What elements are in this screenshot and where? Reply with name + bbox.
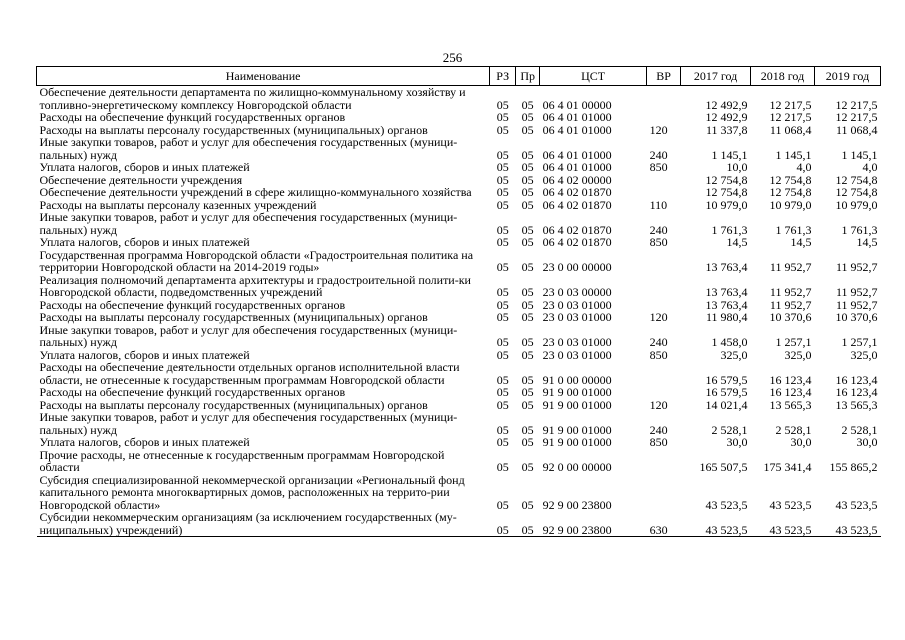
row-vr: 240 — [649, 422, 668, 437]
row-2019: 11 952,7 — [835, 260, 878, 274]
row-rz: 05 — [490, 511, 516, 537]
row-2018: 11 952,7 — [769, 297, 812, 312]
row-2017: 12 492,9 — [705, 110, 748, 124]
header-pr: Пр — [516, 67, 540, 86]
row-cst: 92 9 00 23800 — [540, 511, 647, 537]
row-rz: 05 — [496, 460, 509, 474]
row-2017: 16 579,5 — [705, 372, 748, 387]
row-2019: 43 523,5 — [835, 497, 878, 512]
row-vr: 120 — [649, 310, 668, 324]
row-name: Расходы на выплаты персоналу государственных (муниципальных) органов — [39, 397, 428, 412]
header-2018: 2018 год — [751, 67, 815, 86]
row-pr: 05 — [521, 385, 534, 399]
table-row — [37, 111, 881, 124]
row-2019: 43 523,5 — [814, 511, 880, 537]
header-row — [37, 67, 881, 86]
row-cst: 91 9 00 01000 — [542, 385, 612, 399]
row-cst: 23 0 00 00000 — [542, 260, 612, 274]
row-2017: 10,0 — [726, 160, 748, 174]
row-name: Иные закупки товаров, работ и услуг для обеспечения государственных (муници-пальных) нужд — [39, 322, 458, 349]
row-2018: 12 217,5 — [769, 110, 812, 124]
row-name: Расходы на обеспечение функций государственных органов — [39, 297, 346, 312]
row-rz: 05 — [496, 260, 509, 274]
row-vr: 240 — [649, 222, 668, 237]
row-rz: 05 — [496, 310, 509, 324]
table-row — [37, 436, 881, 449]
row-name: Расходы на выплаты персоналу государственных (муниципальных) органов — [39, 310, 428, 324]
row-vr: 120 — [649, 397, 668, 412]
row-rz: 05 — [496, 435, 509, 449]
page-number: 256 — [442, 50, 463, 65]
row-2017: 43 523,5 — [681, 511, 751, 537]
row-2018: 12 754,8 — [769, 185, 812, 199]
row-cst: 91 9 00 01000 — [542, 422, 612, 437]
row-2018: 10 979,0 — [769, 197, 812, 212]
row-2017: 12 754,8 — [705, 172, 748, 187]
row-rz: 05 — [496, 372, 509, 387]
row-cst: 06 4 01 00000 — [542, 97, 612, 112]
row-vr — [647, 386, 681, 399]
row-2018: 10 370,6 — [769, 310, 812, 324]
row-2018: 325,0 — [784, 347, 812, 362]
row-vr — [647, 249, 681, 274]
table-row — [37, 211, 881, 236]
row-2018: 14,5 — [790, 235, 812, 249]
row-2018: 30,0 — [790, 435, 812, 449]
row-cst: 23 0 03 01000 — [542, 310, 612, 324]
table-row — [37, 86, 881, 112]
row-name: Субсидия специализированной некоммерческой организации «Региональный фонд капитального ремонта многоквартирных домов, расположенных на террито-рии Новгородской области» — [39, 472, 465, 512]
row-cst: 06 4 02 01870 — [542, 235, 612, 249]
row-rz: 05 — [496, 185, 509, 199]
row-2019: 30,0 — [856, 435, 878, 449]
row-2018: 2 528,1 — [775, 422, 812, 437]
table-row — [37, 249, 881, 274]
row-pr: 05 — [521, 310, 534, 324]
row-2017: 30,0 — [726, 435, 748, 449]
row-rz: 05 — [496, 97, 509, 112]
row-name: Уплата налогов, сборов и иных платежей — [39, 235, 250, 249]
row-2017: 43 523,5 — [705, 497, 748, 512]
row-2018: 175 341,4 — [763, 460, 812, 474]
row-2019: 1 761,3 — [841, 222, 878, 237]
row-rz: 05 — [496, 422, 509, 437]
row-2017: 11 980,4 — [705, 310, 748, 324]
row-2018: 13 565,3 — [769, 397, 812, 412]
table-row — [37, 186, 881, 199]
row-pr: 05 — [521, 185, 534, 199]
row-2018: 4,0 — [796, 160, 812, 174]
row-vr — [647, 174, 681, 187]
row-cst: 06 4 02 01870 — [542, 185, 612, 199]
row-vr: 850 — [649, 235, 668, 249]
row-vr: 850 — [649, 160, 668, 174]
row-2017: 16 579,5 — [705, 385, 748, 399]
row-name: Прочие расходы, не отнесенные к государственным программам Новгородской области — [39, 447, 445, 474]
row-name: Расходы на обеспечение функций государственных органов — [39, 110, 346, 124]
row-cst: 06 4 02 00000 — [542, 172, 612, 187]
row-2017: 12 492,9 — [705, 97, 748, 112]
row-2018: 16 123,4 — [769, 372, 812, 387]
row-rz: 05 — [496, 222, 509, 237]
row-pr: 05 — [521, 397, 534, 412]
row-2019: 14,5 — [856, 235, 878, 249]
row-cst: 23 0 03 01000 — [542, 335, 612, 349]
row-rz: 05 — [496, 235, 509, 249]
row-rz: 05 — [496, 197, 509, 212]
row-2017: 325,0 — [720, 347, 748, 362]
table-row — [37, 474, 881, 512]
header-vr: ВР — [647, 67, 681, 86]
row-vr — [647, 111, 681, 124]
row-2019: 11 952,7 — [835, 285, 878, 299]
row-rz: 05 — [496, 285, 509, 299]
row-pr: 05 — [521, 497, 534, 512]
row-2019: 1 145,1 — [841, 147, 878, 162]
row-vr — [647, 274, 681, 299]
row-2019: 2 528,1 — [841, 422, 878, 437]
row-cst: 06 4 02 01870 — [542, 222, 612, 237]
row-name: Обеспечение деятельности департамента по жилищно-коммунальному хозяйству и топливно-энергетическому комплексу Новгородской области — [39, 85, 466, 112]
row-cst: 06 4 01 01000 — [542, 160, 612, 174]
table-row — [37, 274, 881, 299]
row-vr — [647, 449, 681, 474]
row-2019: 12 754,8 — [835, 172, 878, 187]
table-row — [37, 361, 881, 386]
row-2018: 12 217,5 — [769, 97, 812, 112]
row-name: Уплата налогов, сборов и иных платежей — [39, 435, 250, 449]
row-name: Уплата налогов, сборов и иных платежей — [39, 347, 250, 362]
row-name: Уплата налогов, сборов и иных платежей — [39, 160, 250, 174]
row-name: Реализация полномочий департамента архитектуры и градостроительной полити-ки Новгородской области, подведомственных учреждений — [39, 272, 471, 299]
row-pr: 05 — [521, 347, 534, 362]
row-rz: 05 — [496, 497, 509, 512]
row-2017: 11 337,8 — [705, 122, 748, 137]
row-2019: 11 068,4 — [835, 122, 878, 137]
row-name: Расходы на выплаты персоналу казенных учреждений — [39, 197, 317, 212]
row-2018: 1 145,1 — [775, 147, 812, 162]
table-row — [37, 236, 881, 249]
row-2018: 16 123,4 — [769, 385, 812, 399]
row-pr: 05 — [521, 460, 534, 474]
row-2017: 165 507,5 — [699, 460, 748, 474]
table-row — [37, 311, 881, 324]
row-vr — [647, 474, 681, 512]
row-cst: 91 9 00 01000 — [542, 397, 612, 412]
row-2017: 14,5 — [726, 235, 748, 249]
row-rz: 05 — [496, 122, 509, 137]
row-pr: 05 — [521, 160, 534, 174]
row-pr: 05 — [521, 235, 534, 249]
row-vr: 850 — [649, 435, 668, 449]
table-row — [37, 386, 881, 399]
row-pr: 05 — [521, 97, 534, 112]
row-name: Субсидии некоммерческим организациям (за исключением государственных (му-ниципальных) учреждений) — [37, 511, 490, 537]
row-2019: 4,0 — [862, 160, 878, 174]
row-cst: 23 0 03 01000 — [542, 297, 612, 312]
row-2019: 12 217,5 — [835, 97, 878, 112]
table-row — [37, 161, 881, 174]
row-cst: 06 4 01 01000 — [542, 110, 612, 124]
row-pr: 05 — [521, 372, 534, 387]
row-pr: 05 — [521, 285, 534, 299]
row-cst: 06 4 01 01000 — [542, 122, 612, 137]
row-2018: 11 952,7 — [769, 260, 812, 274]
row-vr: 630 — [647, 511, 681, 537]
row-2018: 1 761,3 — [775, 222, 812, 237]
table-row — [37, 411, 881, 436]
row-2017: 13 763,4 — [705, 260, 748, 274]
row-vr: 120 — [649, 122, 668, 137]
row-rz: 05 — [496, 347, 509, 362]
row-2018: 12 754,8 — [769, 172, 812, 187]
row-rz: 05 — [496, 172, 509, 187]
row-cst: 92 9 00 23800 — [542, 497, 612, 512]
row-pr: 05 — [521, 297, 534, 312]
row-2017: 12 754,8 — [705, 185, 748, 199]
table-body — [37, 86, 881, 537]
row-2019: 12 754,8 — [835, 185, 878, 199]
row-pr: 05 — [521, 335, 534, 349]
table-row — [37, 449, 881, 474]
row-vr: 110 — [649, 197, 668, 212]
row-name: Расходы на выплаты персоналу государственных (муниципальных) органов — [39, 122, 428, 137]
row-2019: 1 257,1 — [841, 335, 878, 349]
row-vr — [647, 86, 681, 112]
row-rz: 05 — [496, 385, 509, 399]
row-cst: 06 4 01 01000 — [542, 147, 612, 162]
row-vr: 240 — [649, 335, 668, 349]
row-pr: 05 — [521, 435, 534, 449]
row-2017: 2 528,1 — [711, 422, 748, 437]
budget-table — [36, 66, 881, 537]
row-2018: 1 257,1 — [775, 335, 812, 349]
row-pr: 05 — [521, 222, 534, 237]
row-2017: 1 145,1 — [711, 147, 748, 162]
row-pr: 05 — [521, 197, 534, 212]
row-cst: 91 9 00 01000 — [542, 435, 612, 449]
row-pr: 05 — [521, 260, 534, 274]
header-rz: РЗ — [490, 67, 516, 86]
table-row — [37, 136, 881, 161]
header-2019: 2019 год — [814, 67, 880, 86]
row-2019: 325,0 — [850, 347, 878, 362]
row-name: Обеспечение деятельности учреждений в сфере жилищно-коммунального хозяйства — [39, 185, 472, 199]
table-header — [37, 67, 881, 86]
header-2017: 2017 год — [681, 67, 751, 86]
row-pr: 05 — [521, 122, 534, 137]
row-name: Иные закупки товаров, работ и услуг для обеспечения государственных (муници-пальных) нужд — [39, 135, 458, 162]
table-row — [37, 324, 881, 349]
row-2017: 1 761,3 — [711, 222, 748, 237]
row-cst: 23 0 03 00000 — [542, 285, 612, 299]
row-cst: 06 4 02 01870 — [542, 197, 612, 212]
row-2019: 10 979,0 — [835, 197, 878, 212]
row-name: Государственная программа Новгородской области «Градостроительная политика на территории Новгородской области на 2014-2019 годы» — [39, 247, 474, 274]
row-name: Расходы на обеспечение деятельности отдельных органов исполнительной власти области, не отнесенные к государственным программам Новгородской области — [39, 360, 460, 387]
row-pr: 05 — [516, 511, 540, 537]
row-name: Обеспечение деятельности учреждения — [39, 172, 243, 187]
row-name: Иные закупки товаров, работ и услуг для обеспечения государственных (муници-пальных) нужд — [39, 210, 458, 237]
row-pr: 05 — [521, 422, 534, 437]
row-vr — [647, 186, 681, 199]
header-name: Наименование — [37, 67, 490, 86]
row-2019: 16 123,4 — [835, 372, 878, 387]
row-2019: 155 865,2 — [829, 460, 878, 474]
row-2017: 14 021,4 — [705, 397, 748, 412]
row-2019: 10 370,6 — [835, 310, 878, 324]
row-rz: 05 — [496, 110, 509, 124]
row-vr: 850 — [649, 347, 668, 362]
row-vr: 240 — [649, 147, 668, 162]
row-rz: 05 — [496, 160, 509, 174]
row-rz: 05 — [496, 147, 509, 162]
row-vr — [647, 361, 681, 386]
row-2017: 10 979,0 — [705, 197, 748, 212]
row-2018: 11 952,7 — [769, 285, 812, 299]
row-2018: 11 068,4 — [769, 122, 812, 137]
row-2017: 1 458,0 — [711, 335, 748, 349]
row-name: Расходы на обеспечение функций государственных органов — [39, 385, 346, 399]
header-cst: ЦСТ — [540, 67, 647, 86]
row-2019: 11 952,7 — [835, 297, 878, 312]
row-2018: 43 523,5 — [751, 511, 815, 537]
row-cst: 92 0 00 00000 — [542, 460, 612, 474]
row-pr: 05 — [521, 110, 534, 124]
table-row — [37, 511, 881, 537]
row-rz: 05 — [496, 297, 509, 312]
row-cst: 91 0 00 00000 — [542, 372, 612, 387]
row-rz: 05 — [496, 397, 509, 412]
row-pr: 05 — [521, 172, 534, 187]
row-pr: 05 — [521, 147, 534, 162]
row-2017: 13 763,4 — [705, 285, 748, 299]
row-2017: 13 763,4 — [705, 297, 748, 312]
row-name: Иные закупки товаров, работ и услуг для обеспечения государственных (муници-пальных) нужд — [39, 410, 458, 437]
row-rz: 05 — [496, 335, 509, 349]
row-2019: 12 217,5 — [835, 110, 878, 124]
row-cst: 23 0 03 01000 — [542, 347, 612, 362]
row-2019: 13 565,3 — [835, 397, 878, 412]
row-2019: 16 123,4 — [835, 385, 878, 399]
row-2018: 43 523,5 — [769, 497, 812, 512]
